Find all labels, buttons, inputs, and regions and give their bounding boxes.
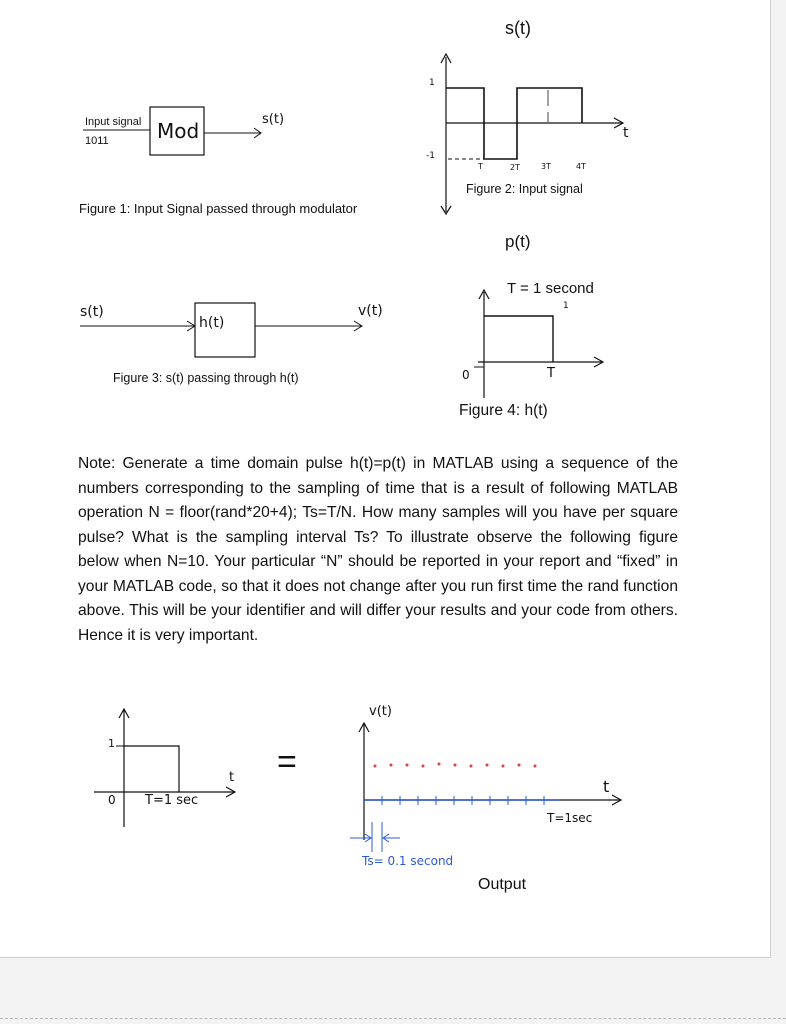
fig3-block-label: h(t) [199, 315, 225, 331]
fig2-tick-4t: 4T [576, 162, 586, 171]
output-label: Output [478, 876, 527, 893]
fig2-tick-3t: 3T [541, 162, 551, 171]
fig4-level: 1 [563, 301, 569, 311]
fig2-tick-2t: 2T [510, 163, 520, 172]
fig3-input-label: s(t) [80, 304, 104, 320]
fig2-level-low: -1 [426, 151, 435, 161]
bottom-left-axis: t [229, 770, 235, 785]
fig2-tick-t: T [478, 162, 483, 171]
bottom-right-title: v(t) [369, 704, 392, 719]
fig1-input-label: Input signal [85, 116, 142, 128]
ts-note: Ts= 0.1 second [362, 854, 454, 868]
fig3-output-label: v(t) [358, 303, 383, 319]
bottom-right-axis: t [603, 777, 610, 796]
fig1-input-value: 1011 [85, 135, 109, 147]
fig1-output-label: s(t) [262, 112, 285, 127]
fig2-caption: Figure 2: Input signal [466, 182, 583, 196]
fig4-period-note: T = 1 second [507, 280, 594, 297]
fig2-level-high: 1 [429, 78, 435, 88]
fig4-origin: 0 [462, 368, 470, 382]
note-paragraph: Note: Generate a time domain pulse h(t)=p(t) in MATLAB using a sequence of the numbers corresponding to the sampling of time that is a result of following MATLAB operation N = floor(rand*20+4); Ts=T/N. How many samples will you have per square pulse? What is the sampling interval Ts? To illustrate observe the following figure below when N=10. Your particular “N” should be reported in your report and “fixed” in your MATLAB code, so that it does not change after you run first time the rand function above. This will be your identifier and will differ your results and your code from others. Hence it is very important. [78, 455, 678, 644]
fig2-title: s(t) [505, 18, 531, 38]
bottom-left-level: 1 [108, 737, 115, 750]
fig3-caption: Figure 3: s(t) passing through h(t) [113, 371, 299, 385]
equals-sign: = [277, 743, 297, 781]
bottom-right-period: T=1sec [547, 811, 593, 825]
fig1-block-label: Mod [157, 119, 200, 143]
bottom-left-origin: 0 [108, 793, 116, 807]
bottom-left-period: T=1 sec [145, 793, 199, 808]
fig2-axis-label: t [623, 125, 629, 141]
page-cut-divider [0, 1018, 786, 1019]
fig4-title: p(t) [505, 232, 531, 251]
fig1-caption: Figure 1: Input Signal passed through modulator [79, 201, 358, 216]
fig4-caption: Figure 4: h(t) [459, 402, 548, 419]
fig4-tick: T [547, 366, 555, 381]
